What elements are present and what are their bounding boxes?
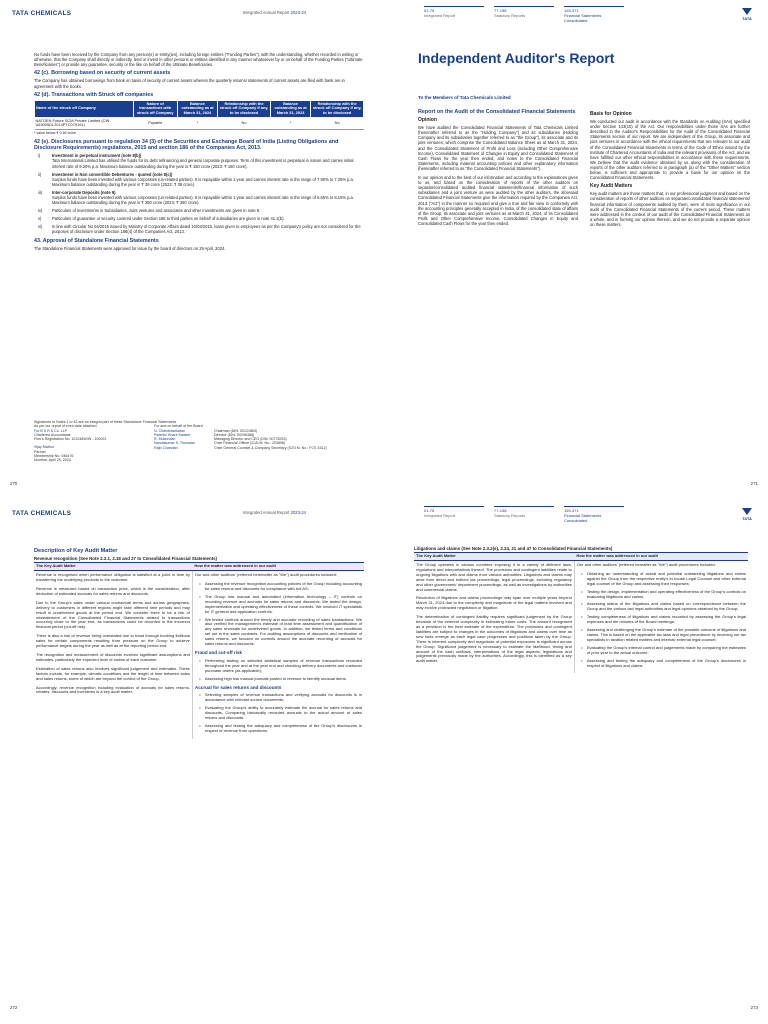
bullet-icon: •: [199, 593, 201, 599]
board-signature: For and on behalf of the Board N. Chandrasekaran Padmini Khare Kaicker R. Mukundan Nandakumar S. Tirumalai Rajiv Chandan Chairman (DIN: 00121863) Director (DIN: 00296388) Managing Director and CEO (DIN: 00778253) Chief Financial Officer (ICAI M. No.: 203896) Chief General Counsel & Company Secretary (ICSI M. No.: FCS 4312): [154, 424, 327, 450]
page-number: 270: [10, 481, 18, 486]
subheading: Fraud and cut-off risk: [194, 649, 243, 655]
spread-bottom: [0, 500, 768, 1024]
funding-paragraph: No funds have been received by the Company from any person(s) or entity(ies), including foreign entities (“Funding Parties”), with the understanding, whether recorded in writing or otherwise, that the Company shall directly or indirectly, lend or invest in other persons or entities identified in any manner whatsoever by or on behalf of the Funding Parties (“Ultimate Beneficiaries”) or provide any guarantee, security or the like on behalf of the Ultimate Beneficiaries.: [34, 52, 363, 68]
addressee: To the Members of Tata Chemicals Limited: [418, 95, 511, 100]
bullet-icon: •: [581, 570, 583, 576]
opinion-text: In our opinion and to the best of our information and according to the explanations given to us, and based on the consideration of reports of the other auditors on separate/consolidated audited financial statements/financial information of such subsidiaries and a joint venture as were audited by the other auditors, the aforesaid Consolidated Financial Statements give the information required by the Companies Act, 2013 ("Act") in the manner so required and give a true and fair view in conformity with the accounting principles generally accepted in India, of the consolidated state of affairs of the Group, its associate and joint ventures as at March 31, 2024, of its Consolidated Profit and Other Comprehensive Income, Consolidated Changes in Equity and Consolidated Cash Flows for the year then ended.: [418, 175, 578, 226]
bullet-icon: •: [581, 601, 583, 607]
tata-emblem-icon: [742, 8, 752, 15]
bullet-icon: •: [581, 627, 583, 633]
table-row: Revenue is recognised when performance obligation is satisfied at a point in time by transferring the underlying products to the customer. Revenue is measured based on transaction price, which is the consideration, after deduction of estimated accruals for sales returns and discounts. Due to the Group's sales under various contractual terms and across geographies, delivery to customers in different regions might take different time periods and may result in undelivered goods at the period end. We consider there to be a risk of misstatement of the Consolidated Financial Statements related to transactions occurring close to the year end, as transactions could be recorded in the incorrect financial period (cut-off risk). There is also a risk of revenue being overstated due to fraud through booking fictitious sales for certain components resulting from pressure on the Group to achieve performance targets during the year as well as at the reporting period end. The recognition and measurement of discounts involves significant assumptions and estimates, particularly the expected level of claims of each customer. Estimation of sales returns also involves significant judgement and estimates. These factors include, for example, climatic conditions and the length of time between sales and sales returns, some of which are beyond the control of the Group. Accordingly, revenue recognition including evaluation of accruals for sales returns, rebates, discounts and incentives is a key audit matter. Our and other auditors' (referred hereinafter as "We") audit procedures included: • Assessing the revenue recognition accounting policies of the Group including accounting for sales returns and discounts for compliance with Ind AS; • The Group has manual and automated (information technology – IT) controls on recording revenue and accruals for sales returns and discounts. We tested the design, implementation and operating effectiveness of these controls. We involved IT specialists for IT general and application controls. • We tested controls around the timely and accurate recording of sales transactions. We also verified the management's estimate of lead time assessment and quantification of any sales reversals for undelivered goods. In addition, we tested terms and conditions set out in the sales contracts. For auditing assumptions of discounts and verification of sales returns, we focused on controls around the accurate recording of accruals for sales returns and discounts. Fraud and cut-off risk • Performing testing on selected statistical samples of revenue transactions recorded throughout the year and at the year end and checking delivery documents and customer purchase orders (as applicable); • Assessing high risk manual journals posted to revenue to identify unusual items. Accrual for sales returns and discounts • Selecting samples of revenue transactions and verifying accruals for discounts is in accordance with relevant source documents; • Evaluating the Group's ability to accurately estimate the accrual for sales returns and discounts. Comparing historically recorded accruals to the actual amount of sales returns and discounts. • Assessing and testing the adequacy and completeness of the Group's disclosures in respect of revenue from operations.: [34, 571, 364, 739]
list-item: • Assessing high risk manual journals posted to revenue to identify unusual items.: [195, 677, 362, 682]
page-header: [394, 6, 758, 28]
bullet-icon: •: [199, 705, 201, 711]
bullet-icon: •: [199, 722, 201, 728]
kam-title: Key Audit Matters: [590, 183, 633, 190]
bullet-icon: •: [581, 588, 583, 594]
section-42c-title: 42 (c). Borrowing based on security of current assets: [34, 70, 171, 77]
matter-title: Litigations and claims (See Note 2.3.2(e), 2.24, 21 and 47 to Consolidated Financial Statements): [414, 546, 613, 551]
list-item: iii) Inter-corporate Deposits (note 9) Surplus funds have been invested with various corporates (un-related parties). It is repayable within 1 year and carries interest rate in the range of 6.65% to 8.15% p.a. Maximum balance outstanding during the year is ₹ 350 crore (2023: ₹ 350 crore).: [38, 189, 354, 206]
table-cell: Payable: [133, 117, 177, 129]
nav-statutory-reports[interactable]: 77-158 Statutory Reports: [494, 506, 554, 518]
right-column: [590, 110, 750, 231]
report-title: Integrated Annual Report 2023-24: [242, 10, 306, 15]
table-cell: No: [218, 117, 271, 129]
basis-text: We conducted our audit in accordance with the Standards on Auditing (SAs) specified under Section 143(10) of the Act. Our responsibilities under those SAs are further described in the Auditor's Responsibilities for the Audit of the Consolidated Financial Statements section of our report. We are independent of the Group, its associate and joint ventures in accordance with the ethical requirements that are relevant to our audit of the Consolidated Financial Statements in terms of the Code of Ethics issued by the Institute of Chartered Accountants of India and the relevant provisions of the Act, and we have fulfilled our other ethical responsibilities in accordance with these requirements. We believe that the audit evidence obtained by us along with the consideration of reports of the other auditors referred to in paragraph (a) of the "Other Matters" section below, is sufficient and appropriate to provide a basis for our opinion on the Consolidated Financial Statements.: [590, 119, 750, 181]
tata-logo: TATA: [738, 8, 756, 21]
list-item: iv) Particulars of investments in Subsidiaries, Joint ventures and associates and other investments are given in note 8.: [38, 208, 261, 214]
table-cell: *: [270, 117, 310, 129]
page-number: 272: [10, 1005, 18, 1010]
kam-table: [414, 552, 748, 673]
table-header: Relationship with the struck off Company if any, to be disclosed: [218, 100, 271, 117]
list-item: • Assessing and testing the adequacy and completeness of the Group's disclosures in respect of revenue from operations.: [195, 724, 362, 734]
list-item: i) Investment in perpetual instrument (note 8(b)) Tata International Limited has utilised the funds for its debt refinancing and general corporate purposes. Term of this investment is perpetual in nature and carries initial interest rate of 9.20% p.a. Maximum balance outstanding during the year is ₹ 150 crore (2023: ₹ 150 crore).: [38, 153, 354, 169]
nav-financial-statements[interactable]: 159-371 Financial Statements Consolidated: [564, 506, 624, 523]
page-271: [384, 0, 768, 500]
list-item: • Assessing status of the litigations and claims based on correspondence between the Group and the various tax/ legal authorities and legal opinions obtained by the Group;: [577, 602, 746, 612]
list-item: • Evaluating the Group's ability to accurately estimate the accrual for sales returns and discounts. Comparing historically recorded accruals to the actual amount of sales returns and discounts.: [195, 706, 362, 721]
matter-title: Revenue recognition (See Note 2.3.1, 2.18 and 27 to Consolidated Financial Statements): [34, 556, 217, 562]
report-title: Integrated Annual Report 2023-24: [242, 510, 306, 515]
struck-off-table: [34, 100, 364, 130]
list-item: • Obtaining an understanding of actual and potential outstanding litigations and claims against the Group from the respective entity's in-house Legal Counsel and other external legal counsel of the Group and assessing their responses;: [577, 572, 746, 587]
table-header: Relationship with the struck off Company if any, to be disclosed: [311, 100, 364, 117]
table-cell: No: [311, 117, 364, 129]
tata-emblem-icon: [742, 508, 752, 515]
left-column: [418, 110, 578, 230]
page-title: Independent Auditor's Report: [418, 50, 615, 66]
table-header: Balance outstanding as at March 31, 2023: [270, 100, 310, 117]
kam-text: Key audit matters are those matters that, in our professional judgment and based on the consideration of reports of other auditors on separate/consolidated financial statements/ financial information of components audited by them, were of most significance in our audit of the Consolidated Financial Statements of the current period. These matters were addressed in the context of our audit of the Consolidated Financial Statements as a whole, and in forming our opinion thereon, and we do not provide a separate opinion on these matters.: [590, 191, 750, 227]
nav-integrated-report[interactable]: 01-75 Integrated Report: [424, 506, 484, 518]
section-42d-title: 42 (d). Transactions with Struck off companies: [34, 91, 154, 98]
section-42e-title: 42 (e). Disclosures pursuant to regulation 34 (3) of the Securities and Exchange Board of India (Listing Obligations and Disclosure Requirements) regulations, 2015 and section 186 of the Companies Act, 2013.: [34, 138, 339, 152]
table-header: Balance outstanding as at March 31, 2024: [177, 100, 217, 117]
bullet-icon: •: [199, 657, 201, 663]
bullet-icon: •: [581, 614, 583, 620]
table-header: How the matter was addressed in our audit: [574, 553, 748, 561]
page-272: [0, 500, 384, 1024]
list-item: vi) In line with Circular No 04/2015 issued by Ministry of Corporate Affairs dated 10/03/2015, loans given to employees as per the Company's policy are not considered for the purposes of disclosure under Section 186(4) of the Companies Act, 2013.: [38, 224, 361, 235]
tata-logo: TATA: [738, 508, 756, 521]
nav-financial-statements[interactable]: 159-371 Financial Statements Consolidated: [564, 6, 624, 23]
list-item: • Testing the design, implementation and operating effectiveness of the Group's controls on evaluating litigations and claims.: [577, 590, 746, 600]
subheading: Accrual for sales returns and discounts: [194, 684, 282, 690]
bullet-icon: •: [199, 581, 201, 587]
page-header: [10, 506, 374, 528]
opinion-text: We have audited the Consolidated Financial Statements of Tata Chemicals Limited (hereinafter referred to as the "Holding Company") and its subsidiaries (Holding Company and its subsidiaries together referred to as "the Group"), its associate and its joint ventures, which comprise the Consolidated Balance Sheet as at March 31, 2024, and the Consolidated Statement of Profit and Loss (including Other Comprehensive Income), Consolidated Statement of Changes in Equity and Consolidated Statement of Cash Flows for the year then ended, and notes to the Consolidated Financial Statements, including material accounting policies and other explanatory information (hereinafter referred to as "the Consolidated Financial Statements").: [418, 125, 578, 171]
page-273: [384, 500, 768, 1024]
list-item: • Performing testing on selected statistical samples of revenue transactions recorded throughout the year and at the year end and checking delivery documents and customer purchase orders (as applicable);: [195, 659, 362, 674]
nav-integrated-report[interactable]: 01-75 Integrated Report: [424, 6, 484, 18]
table-note: * value below ₹ 0.50 crore: [34, 130, 76, 135]
page-header: [10, 6, 374, 28]
description-title: Description of Key Audit Matter: [34, 548, 118, 554]
bullet-icon: •: [199, 675, 201, 681]
list-item: • The Group has manual and automated (information technology – IT) controls on recording revenue and accruals for sales returns and discounts. We tested the design, implementation and operating effectiveness of these controls. We involved IT specialists for IT general and application controls.: [195, 595, 362, 615]
list-item: • Evaluating the Group's internal control and judgements made by comparing the estimates of prior year to the actual outcome;: [577, 646, 746, 656]
signature-block: [34, 420, 364, 463]
bullet-icon: •: [199, 616, 201, 622]
table-header: Name of the struck off Company: [35, 100, 134, 117]
table-header: The Key Audit Matter: [414, 553, 574, 561]
list-item: v) Particulars of guarantee or security covered under Section 186 to third parties on behalf of subsidiaries are given in note 41.1(b).: [38, 216, 285, 222]
page-270: [0, 0, 384, 500]
tata-chemicals-logo: TATA CHEMICALS: [12, 10, 72, 17]
section-43-title: 43. Approval of Standalone Financial Statements: [34, 237, 159, 244]
list-item: • Testing completeness of litigations and claims recorded by assessing the Group's legal expenses and the minutes of the Board meetings;: [577, 615, 746, 625]
table-row: The Group operates in various countries exposing it to a variety of different laws, regulations and interpretations thereof. The provisions and contingent liabilities relate to ongoing litigations with and claims from various authorities. Litigations and claims may arise from direct and indirect tax proceedings, legal proceedings, including regulatory and other government/ department proceedings, as well as investigations by authorities and commercial claims. Resolution of litigations and claims proceedings may span over multiple years beyond March 31, 2024 due to the complexity and magnitude of the legal matters involved and may involve protracted negotiation or litigation. The determination of contingent liability requires significant judgement by the Group because of the inherent complexity in estimating future costs. The amount recognised as a provision is the best estimate of the expenditure. The provisions and contingent liabilities are subject to changes in the outcomes of litigations and claims over time as new facts emerge as each legal case progresses and positions taken by the Group. There is inherent complexity and magnitude of potential exposures is significant across the Group. Significant judgement is necessary to estimate the likelihood, timing and amount of the cash outflows, interpretations of the legal aspects, legislations and judgements previously made by the authorities. Accordingly, this is identified as a key audit matter. Our and other auditors' (referred hereafter as "We") audit procedures included: • Obtaining an understanding of actual and potential outstanding litigations and claims against the Group from the respective entity's in-house Legal Counsel and other external legal counsel of the Group and assessing their responses; • Testing the design, implementation and operating effectiveness of the Group's controls on evaluating litigations and claims. • Assessing status of the litigations and claims based on correspondence between the Group and the various tax/ legal authorities and legal opinions obtained by the Group; • Testing completeness of litigations and claims recorded by assessing the Group's legal expenses and the minutes of the Board meetings; • Assessing and challenging the Group's estimate of the possible outcome of litigations and claims. This is based on the applicable tax laws and legal precedence by involving our tax specialists in taxation related matters and internal/ external legal counsel; • Evaluating the Group's internal control and judgements made by comparing the estimates of prior year to the actual outcome; • Assessing and testing the adequacy and completeness of the Group's disclosures in respect of litigations and claims.: [414, 561, 748, 674]
nav-statutory-reports[interactable]: 77-158 Statutory Reports: [494, 6, 554, 18]
tata-chemicals-logo: TATA CHEMICALS: [12, 510, 72, 517]
report-heading: Report on the Audit of the Consolidated Financial Statements: [418, 109, 576, 115]
table-row: [35, 117, 364, 129]
bullet-icon: •: [581, 644, 583, 650]
list-item: • Selecting samples of revenue transactions and verifying accruals for discounts is in accordance with relevant source documents;: [195, 693, 362, 703]
section-42c-text: The Company has obtained borrowings from bank on basis of security of current assets wherein the quarterly returns/ statements of current assets are filed with bank are in agreement with the books.: [34, 78, 345, 89]
kam-table: [34, 562, 364, 738]
table-cell: *: [177, 117, 217, 129]
list-item: • Assessing and challenging the Group's estimate of the possible outcome of litigations and claims. This is based on the applicable tax laws and legal precedence by involving our tax specialists in taxation related matters and internal/ external legal counsel;: [577, 628, 746, 643]
table-header: Nature of transactions with struck off Company: [133, 100, 177, 117]
section-43-text: The Standalone Financial Statements were approved for issue by the board of directors on 29 April, 2024.: [34, 245, 226, 251]
auditor-signature: As per our report of even date attached For B S R & Co. LLP Chartered Accountants Firm's Registration No: 101248W/W - 100022 Vijay Mathur Partner Membership No. 046476 Mumbai, April 29, 2024: [34, 424, 107, 463]
table-header-row: [35, 100, 364, 117]
list-item: • Assessing the revenue recognition accounting policies of the Group including accounting for sales returns and discounts for compliance with Ind AS;: [195, 582, 362, 592]
list-item: • Assessing and testing the adequacy and completeness of the Group's disclosures in respect of litigations and claims.: [577, 659, 746, 669]
page-content: [34, 52, 364, 254]
opinion-title: Opinion: [418, 117, 437, 124]
page-number: 273: [750, 1005, 758, 1010]
table-cell: NATGEN Future SCM Private Limited (CIN: U63000DL2014PTC079161): [35, 117, 134, 129]
page-number: 271: [750, 481, 758, 486]
list-item: • We tested controls around the timely and accurate recording of sales transactions. We also verified the management's estimate of lead time assessment and quantification of any sales reversals for undelivered goods. In addition, we tested terms and conditions set out in the sales contracts. For auditing assumptions of discounts and verification of sales returns, we focused on controls around the accurate recording of accruals for sales returns and discounts.: [195, 618, 362, 647]
basis-title: Basis for Opinion: [590, 111, 632, 117]
signature-intro: Signatures to Notes 1 to 43 are an integral part of these Standalone Financial Statements: [34, 420, 177, 424]
list-item: ii) Investment in Non convertible Debentures - quoted (note 8(c)) Surplus funds have been invested with various corporates (un-related parties). It is repayable within 1 year and carries interest rate in the range of 7.80% to 7.25% p.a. Maximum balance outstanding during the year is ₹ 39 crore (2023: ₹ 39 crore).: [38, 171, 354, 187]
bullet-icon: •: [199, 692, 201, 698]
bullet-icon: •: [581, 657, 583, 663]
page-header: [394, 506, 758, 528]
table-header: The Key Audit Matter: [34, 563, 192, 571]
table-header: How the matter was addressed in our audit: [192, 563, 364, 571]
spread-top: [0, 0, 768, 500]
